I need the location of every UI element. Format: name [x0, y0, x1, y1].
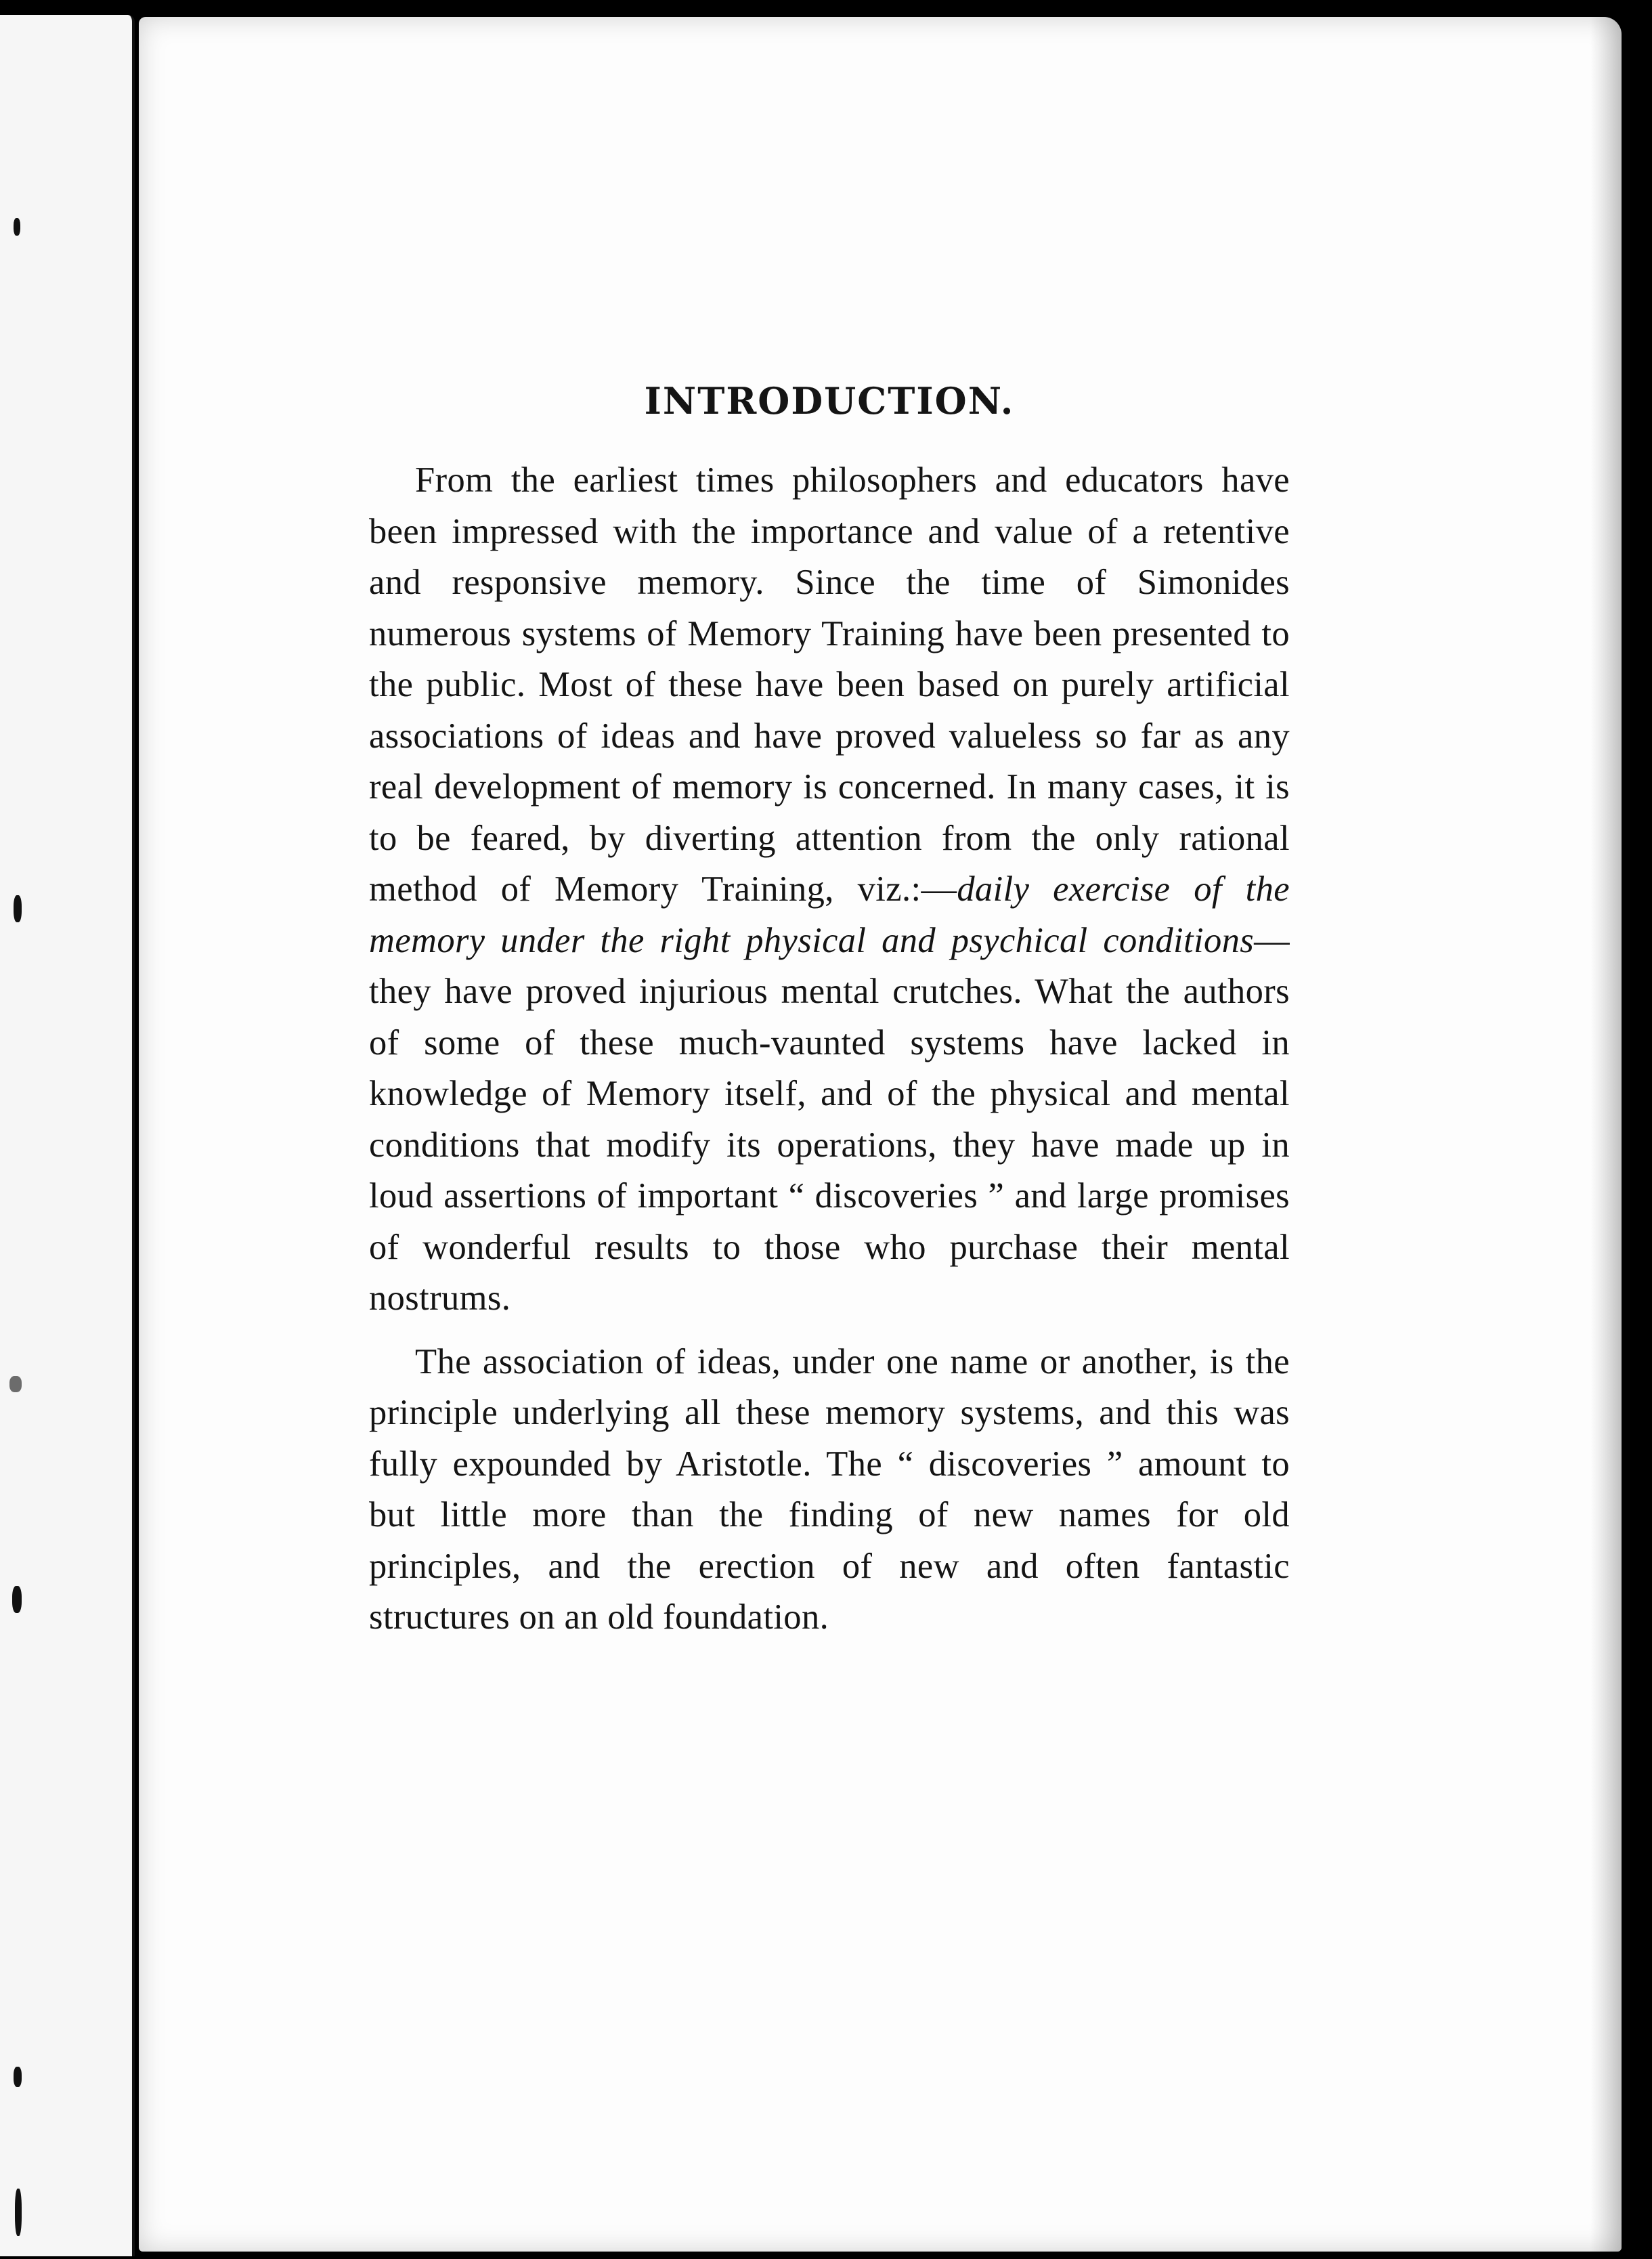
- left-page-edge: [0, 15, 135, 2256]
- binding-mark: [9, 1376, 22, 1392]
- paragraph-1-italic-text: daily exercise of the memory under the right physical and psychical conditions: [369, 869, 1290, 960]
- binding-mark: [15, 2189, 22, 2236]
- binding-mark: [14, 218, 20, 236]
- paragraph-1-text-continued: —they have proved injurious mental crutches. What the authors of some of these much-vaunted systems have lacked in knowledge of Memory itself, and of the physical and mental conditions that modify its operations, they have made up in loud assertions of important “ discoveries ” and large promises of wonderful results to those who purchase their mental nostrums.: [369, 920, 1290, 1318]
- binding-mark: [14, 2067, 22, 2087]
- binding-mark: [12, 1586, 22, 1613]
- binding-mark: [14, 895, 22, 922]
- paragraph-1: [369, 455, 1290, 1325]
- page-content: [369, 379, 1290, 1656]
- chapter-heading: INTRODUCTION.: [644, 379, 1015, 423]
- paragraph-2: The association of ideas, under one name or another, is the principle underlying all these memory systems, and this was fully expounded by Aristotle. The “ discoveries ” amount to but little more than the finding of new names for old principles, and the erection of new and often fantastic structures on an old foundation.: [369, 1341, 1290, 1637]
- page-right-edge-shadow: [1590, 17, 1622, 2252]
- paragraph-1-text: From the earliest times philosophers and educators have been impressed with the importance and value of a retentive and responsive memory. Since the time of Simonides numerous systems of Memory Training have been presented to the public. Most of these have been based on purely artificial associations of ideas and have proved valueless so far as any real development of memory is concerned. In many cases, it is to be feared, by diverting attention from the only rational method of Memory Training, viz.:—: [369, 460, 1290, 909]
